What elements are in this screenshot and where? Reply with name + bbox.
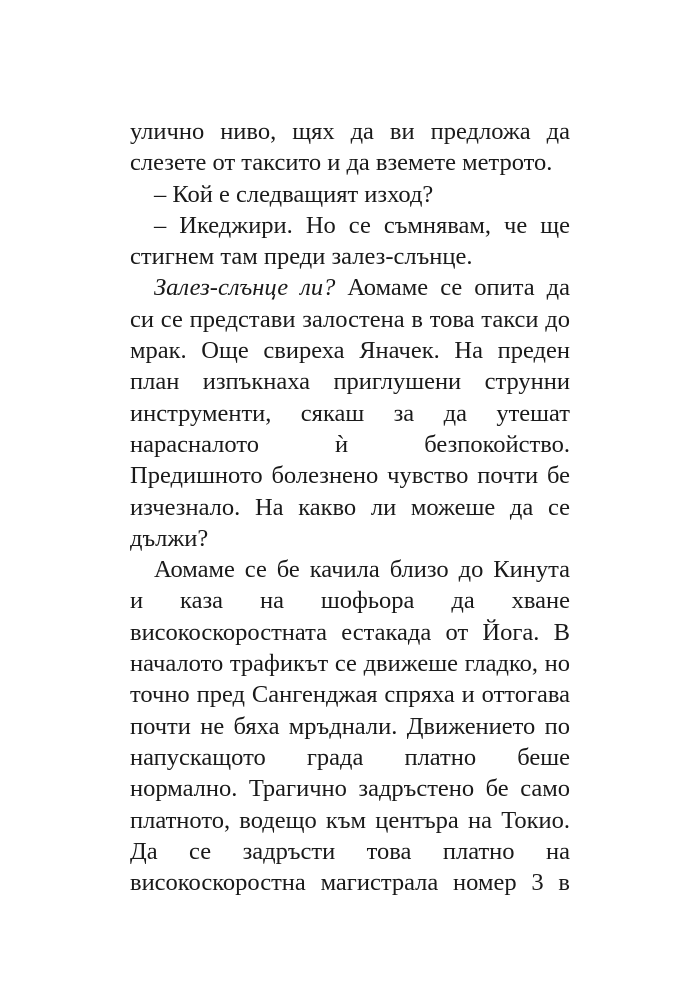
line-text: – Кой е следващият изход? [154,180,434,208]
line-text: мрак. Още свиреха Яначек. На преден [130,337,570,365]
line-text: – Икеджири. Но се съмнявам, че ще [154,211,570,239]
text-line [130,116,570,147]
text-line [130,304,570,335]
text-line [130,398,570,429]
text-line [130,679,570,710]
line-text: началото трафикът се движеше гладко, но [130,650,570,678]
line-text: си се представи залостена в това такси до [130,305,570,333]
line-text: инструменти, сякаш за да утешат [130,399,570,427]
text-line [130,492,570,523]
line-text: почти не бяха мръднали. Движението по [130,712,570,740]
line-text: стигнем там преди залез-слънце. [130,243,473,271]
line-text: Да се задръсти това платно на [130,837,570,865]
text-line [130,742,570,773]
text-line [130,805,570,836]
line-text: слезете от таксито и да вземете метрото. [130,149,553,177]
text-line [130,585,570,616]
line-text: и каза на шофьора да хване [130,587,570,615]
line-text: Аомаме се опита да [335,274,570,302]
text-line [130,773,570,804]
text-line [130,554,570,585]
line-text: платното, водещо към центъра на Токио. [130,806,570,834]
line-text: дължи? [130,524,209,552]
line-text: високоскоростната естакада от Йога. В [130,618,570,646]
text-line [130,711,570,742]
line-text: нарасналото ѝ безпокойство. [130,430,570,458]
text-line [130,867,570,898]
text-line [130,617,570,648]
text-line [130,179,570,210]
text-line [130,272,570,303]
body-text [130,116,570,898]
line-text: нормално. Трагично задръстено бе само [130,775,570,803]
line-text: Предишното болезнено чувство почти бе [130,462,570,490]
text-line [130,210,570,241]
text-line [130,460,570,491]
text-line [130,241,570,272]
line-text: напускащото града платно беше [130,743,570,771]
text-line [130,429,570,460]
text-line [130,147,570,178]
line-text: високоскоростна магистрала номер 3 в [130,869,570,897]
line-text: план изпъкнаха приглушени струнни [130,368,570,396]
text-line [130,648,570,679]
line-text: Аомаме се бе качила близо до Кинута [154,556,570,584]
text-line [130,523,570,554]
text-line [130,335,570,366]
italic-phrase: Залез-слънце ли? [154,274,336,302]
line-text: точно пред Сангенджая спряха и оттогава [130,681,570,709]
text-line [130,366,570,397]
line-text: изчезнало. На какво ли можеше да се [130,493,570,521]
line-text: улично ниво, щях да ви предложа да [130,118,570,145]
text-line [130,836,570,867]
